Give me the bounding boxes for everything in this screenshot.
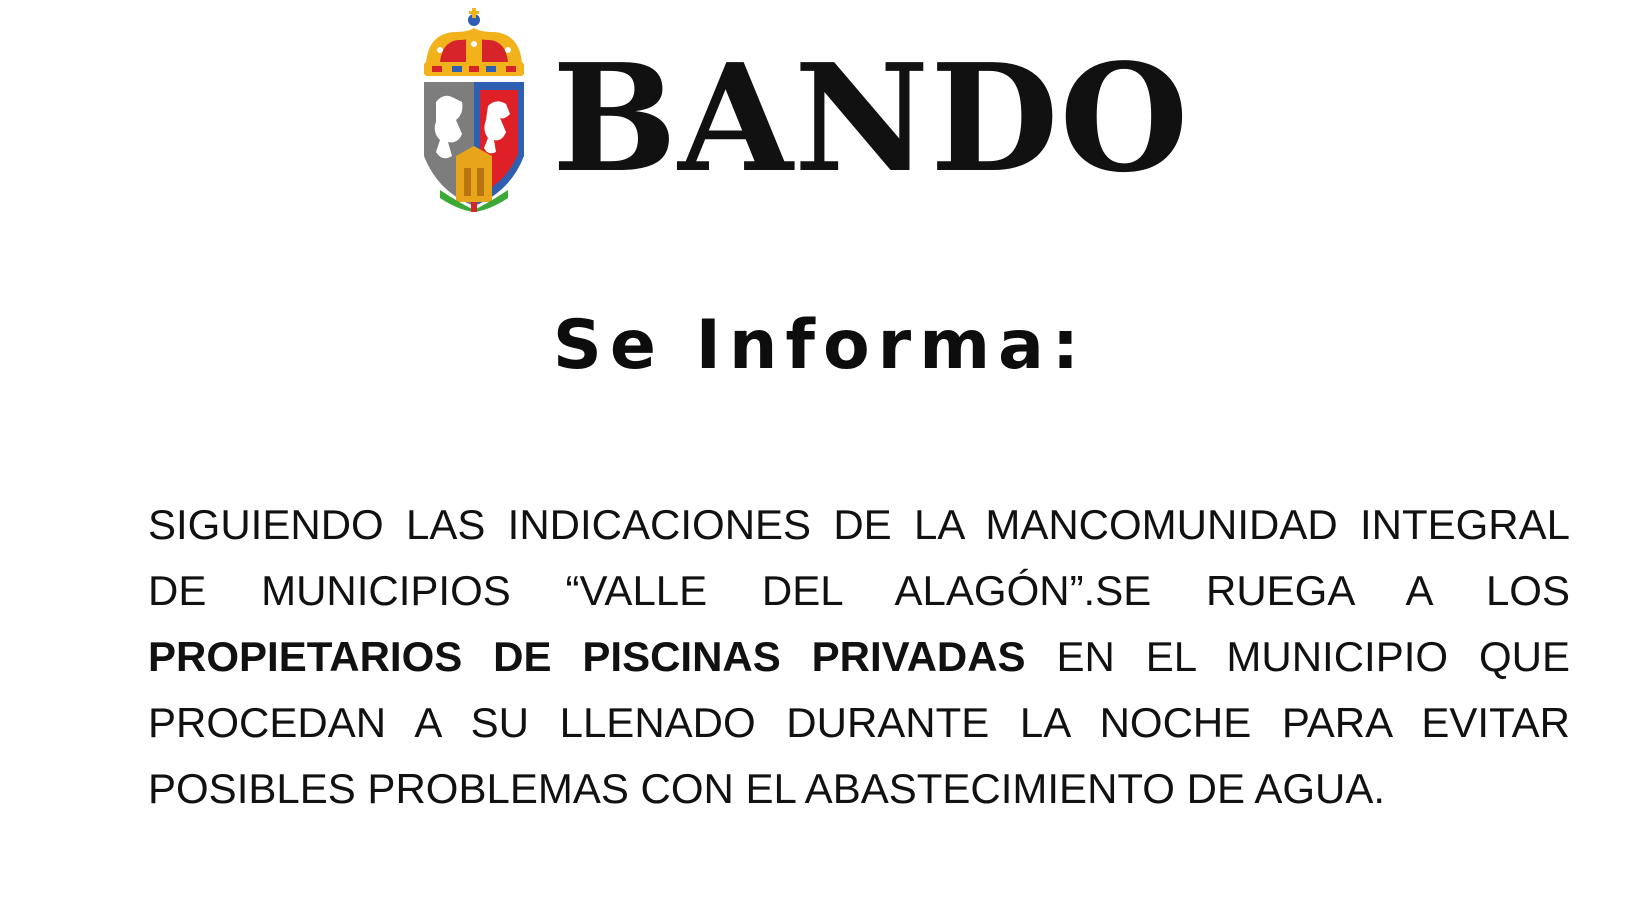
- notice-text-end: EN EL MUNICIPIO QUE PROCEDAN A SU LLENADO DURANTE LA NOCHE PARA EVITAR POSIBLES PROBLEMAS CON EL ABASTECIMIENTO DE AGUA.: [148, 633, 1570, 812]
- notice-text-start: SIGUIENDO LAS INDICACIONES DE LA MANCOMUNIDAD INTEGRAL DE MUNICIPIOS “VALLE DEL ALAGÓN”.SE RUEGA A LOS: [148, 501, 1570, 614]
- municipal-crest-icon: [418, 6, 530, 212]
- page-title: BANDO: [552, 31, 1190, 205]
- notice-paragraph: [148, 492, 1570, 822]
- header: [418, 6, 1190, 216]
- notice-emphasis: PROPIETARIOS DE PISCINAS PRIVADAS: [148, 633, 1026, 680]
- subtitle: Se Informa:: [552, 306, 1088, 385]
